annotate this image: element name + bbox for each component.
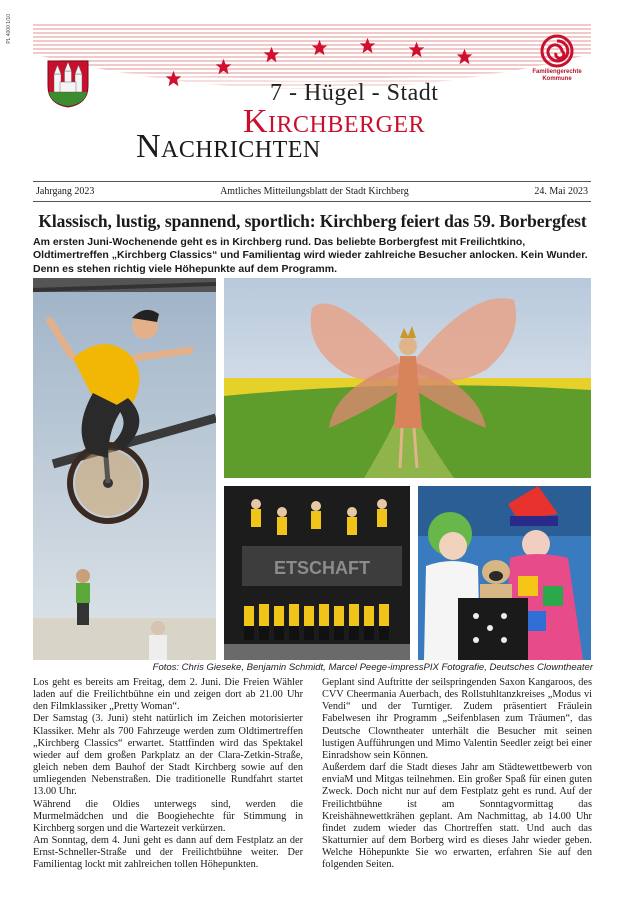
photo-unicycle-rider [33,278,216,660]
star-icon [359,37,376,54]
title-nachrichten: Nachrichten [136,128,321,165]
svg-text:ETSCHAFT: ETSCHAFT [274,558,370,578]
star-icon [408,41,425,58]
star-icon [263,46,280,63]
family-logo-caption: Familiengerechte Kommune [532,69,582,82]
photo-clown-theater [418,486,591,660]
spiral-logo-icon [540,34,574,68]
paragraph: Während die Oldies unterwegs sind, werden die Murmelmädchen und die Boogiehechte für Stimmung in Kirchberg sorgen und die Wartezeit verkürzen. [33,798,303,834]
bulletin-subtitle: Amtliches Mitteilungsblatt der Stadt Kirchberg [220,186,409,197]
paragraph: Geplant sind Auftritte der seilspringenden Saxon Kangaroos, des CVV Cheermania Auerbach, des Rollstuhltanzkreises „Modus vi Vendi“ und der Turntiger. Zudem präsentiert Fräulein Fabelwesen ihr Programm „Seifenblasen zum Träumen“, das Deutsche Clowntheater unterhält die Besucher mit seinen lustigen Aufführungen und Mimo Valentin Seedler zeigt bei einer Einradshow sein Können. [322,677,592,761]
article-lead: Am ersten Juni-Wochenende geht es in Kirchberg rund. Das beliebte Borbergfest mit Freilichtkino, Oldtimertreffen „Kirchberg Classics“ und Familientag wird wieder zahlreiche Besucher anlocken. Kein Wunder. Denn es stehen richtig viele Höhepunkte auf dem Programm. [33,236,588,275]
photo-credits: Fotos: Chris Gieseke, Benjamin Schmidt, Marcel Peege-impressPIX Fotografie, Deutsches Clowntheater [152,662,593,673]
paragraph: Los geht es bereits am Freitag, dem 2. Juni. Die Freien Wähler laden auf die Freilichtbühne ein und zeigen dort ab 21.00 Uhr den Filmklassiker „Pretty Woman“. [33,677,303,713]
photo-fabelwesen-field [224,278,591,478]
city-coat-of-arms [47,60,89,108]
volume-label: Jahrgang 2023 [36,186,95,197]
tagline: 7 - Hügel - Stadt [270,80,439,106]
star-icon [456,48,473,65]
article-headline: Klassisch, lustig, spannend, sportlich: Kirchberg feiert das 59. Borbergfest [38,211,587,231]
paragraph: Der Samstag (3. Juni) steht natürlich im Zeichen motorisierter Klassiker. Mehr als 700 Fahrzeuge werden zum Oldtimertreffen „Kirchberg Classics“ erwartet. Stattfinden wird das Spektakel wieder auf dem großen Parkplatz an der Clara-Zetkin-Straße, gleich neben dem Bauhof der Stadt Kirchberg sowie auf den umliegenden Nebenstraßen. Die traditionelle Rundfahrt startet 13.00 Uhr. [33,713,303,798]
article-column-right [322,677,592,872]
photo-cheerleaders [224,486,410,660]
family-friendly-logo [523,34,591,83]
paragraph: Am Sonntag, dem 4. Juni geht es dann auf dem Festplatz an der Ernst-Schneller-Straße und der Freilichtbühne weiter. Der Familientag lockt mit zahlreichen tollen Höhepunkten. [33,835,303,871]
article-column-left [33,677,303,872]
issue-date: 24. Mai 2023 [534,186,588,197]
masthead [33,24,591,174]
print-code: PL 4000 1/10 [6,14,12,44]
star-icon [165,70,182,87]
star-icon [311,39,328,56]
title-kirchberger: Kirchberger [243,103,426,140]
star-icon [215,58,232,75]
paragraph: Außerdem darf die Stadt dieses Jahr am Städtewettbewerb von enviaM und Mitgas teilnehmen. Ein großer Spaß für einen guten Zweck. Doch nicht nur auf dem Festplatz geht es rund. Auf der Freilichtbühne ist am Sonntagvormittag das Kreishähnewettkrähen geplant. Am Nachmittag, ab 14.00 Uhr findet zudem wieder das Chortreffen statt. Und auch das Skatturnier auf dem Borberg wird es dieses Jahr wieder geben. Welche Höhepunkte Sie wo erwarten, erfahren Sie auf den folgenden Seiten. [322,762,592,871]
issue-info-bar [33,181,591,202]
